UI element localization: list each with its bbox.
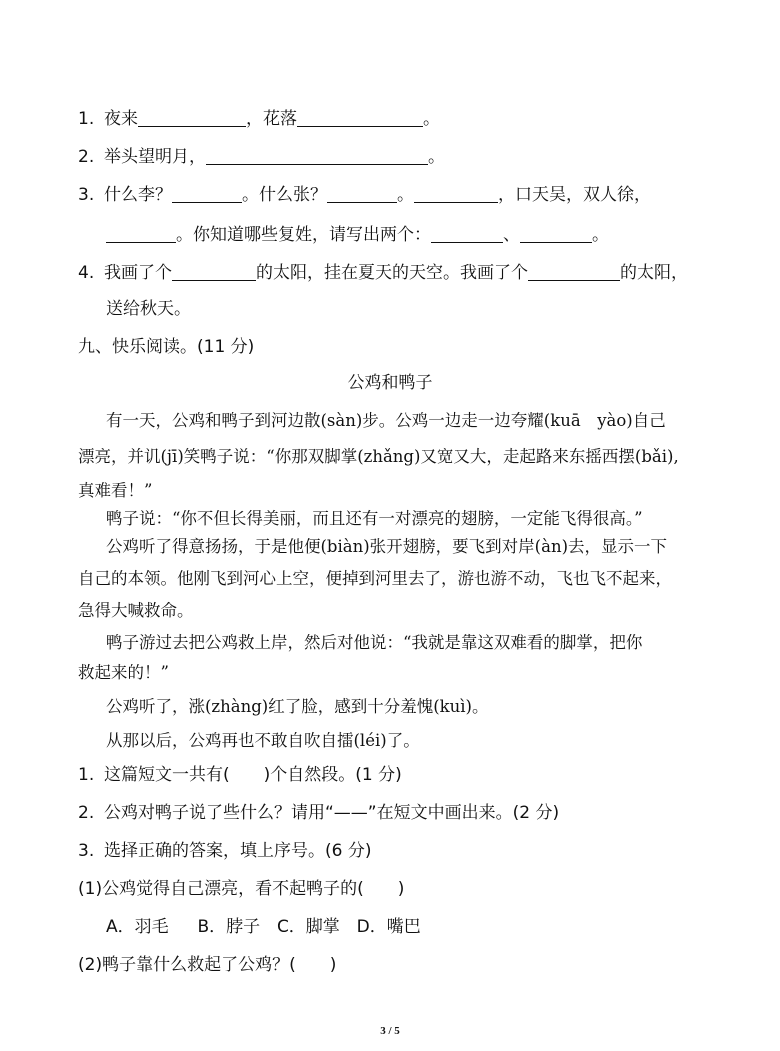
answer-blank[interactable]: [297, 108, 423, 127]
section-heading: 九、快乐阅读。(11 分): [78, 337, 255, 357]
passage-line: 公鸡听了得意扬扬，于是他便(biàn)张开翅膀，要飞到对岸(àn)去，显示一下: [106, 537, 668, 556]
answer-blank[interactable]: [327, 184, 397, 203]
answer-blank[interactable]: [106, 224, 176, 243]
answer-blank[interactable]: [172, 262, 256, 281]
reading-question-2: 2. 公鸡对鸭子说了些什么？请用“——”在短文中画出来。(2 分): [78, 803, 560, 823]
answer-blank[interactable]: [528, 262, 620, 281]
passage-line: 鸭子说：“你不但长得美丽，而且还有一对漂亮的翅膀，一定能飞得很高。”: [106, 509, 643, 528]
question-3: 3. 什么李？ 。什么张？ 。 ，口天吴，双人徐，: [78, 185, 651, 205]
reading-question-3: 3. 选择正确的答案，填上序号。(6 分): [78, 841, 372, 861]
passage-line: 从那以后，公鸡再也不敢自吹自擂(léi)了。: [106, 731, 420, 750]
passage-line: 鸭子游过去把公鸡救上岸，然后对他说：“我就是靠这双难看的脚掌，把你: [106, 633, 643, 652]
sub-question-2: (2)鸭子靠什么救起了公鸡？( ): [78, 955, 337, 975]
question-number: 3.: [78, 841, 95, 861]
answer-options: [106, 916, 421, 938]
question-number: 2.: [78, 147, 95, 167]
answer-blank[interactable]: [520, 224, 592, 243]
passage-line: 自己的本领。他刚飞到河心上空，便掉到河里去了，游也游不动，飞也飞不起来，: [78, 569, 672, 588]
option-c[interactable]: C．脚掌: [276, 917, 340, 937]
question-number: 4.: [78, 263, 95, 283]
answer-blank[interactable]: [414, 184, 498, 203]
option-a[interactable]: A．羽毛: [106, 917, 169, 937]
passage-line: 救起来的！”: [78, 663, 169, 682]
question-3-continued: 。你知道哪些复姓，请写出两个： 、 。: [106, 224, 609, 246]
sub-question-1: (1)公鸡觉得自己漂亮，看不起鸭子的( ): [78, 879, 405, 899]
answer-blank[interactable]: [138, 108, 246, 127]
question-number: 3.: [78, 185, 95, 205]
reading-question-1: 1. 这篇短文一共有( )个自然段。(1 分): [78, 765, 402, 785]
question-number: 1.: [78, 109, 95, 129]
question-4-continued: 送给秋天。: [106, 299, 191, 319]
passage-line: 真难看！”: [78, 481, 153, 500]
passage-title: 公鸡和鸭子: [347, 373, 433, 393]
question-number: 1.: [78, 765, 95, 785]
option-d[interactable]: D．嘴巴: [356, 917, 421, 937]
question-number: 2.: [78, 803, 95, 823]
passage-line: 漂亮，并讥(jī)笑鸭子说：“你那双脚掌(zhǎng)又宽又大，走起路来东摇西摆(bǎi),: [78, 447, 679, 466]
question-2: 2. 举头望明月， 。: [78, 147, 445, 167]
option-b[interactable]: B．脖子: [197, 917, 261, 937]
answer-blank[interactable]: [431, 224, 503, 243]
answer-blank[interactable]: [206, 146, 428, 165]
passage-line: 有一天，公鸡和鸭子到河边散(sàn)步。公鸡一边走一边夸耀(kuā yào)自己: [106, 411, 666, 430]
question-4: 4. 我画了个 的太阳，挂在夏天的天空。我画了个 的太阳，: [78, 263, 688, 283]
answer-blank[interactable]: [172, 184, 242, 203]
passage-line: 急得大喊救命。: [78, 601, 194, 620]
page-number: 3 / 5: [380, 1025, 400, 1037]
question-1: 1. 夜来 ，花落 。: [78, 109, 440, 129]
passage-line: 公鸡听了，涨(zhàng)红了脸，感到十分羞愧(kuì)。: [106, 697, 489, 716]
